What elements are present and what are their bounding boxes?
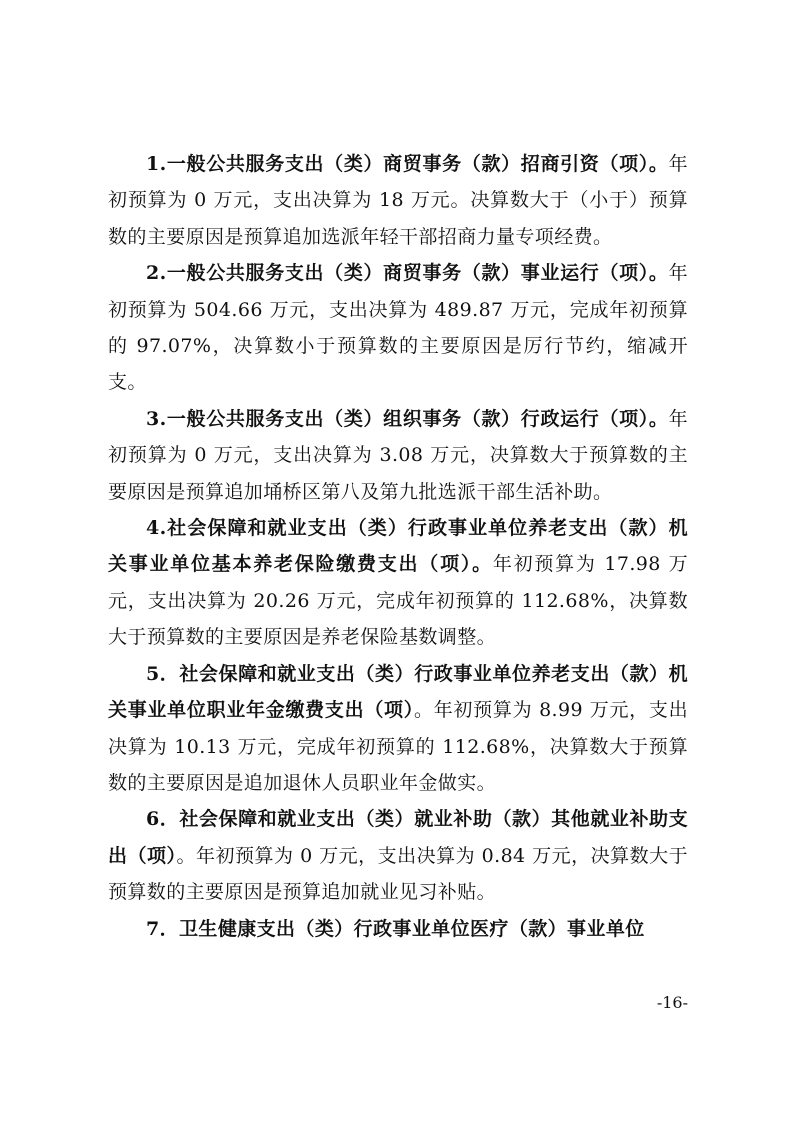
item-body: 。年初预算为 8.99 万元，支出决算为 10.13 万元，完成年初预算的 112.68%，决算数大于预算数的主要原因是追加退休人员职业年金做实。: [108, 699, 689, 794]
paragraph-item-2: [108, 255, 688, 401]
item-body: 年初预算为 17.98 万元，支出决算为 20.26 万元，完成年初预算的 112.68%，决算数大于预算数的主要原因是养老保险基数调整。: [108, 553, 688, 649]
item-body: 年初预算为 504.66 万元，支出决算为 489.87 万元，完成年初预算的 97.07%，决算数小于预算数的主要原因是厉行节约，缩减开支。: [108, 262, 688, 394]
item-heading: 1.一般公共服务支出（类）商贸事务（款）招商引资（项）。: [146, 153, 669, 175]
paragraph-item-7: [108, 911, 688, 947]
item-heading: 7．卫生健康支出（类）行政事业单位医疗（款）事业单位: [146, 917, 645, 940]
item-heading: 3.一般公共服务支出（类）组织事务（款）行政运行（项）。: [146, 407, 669, 430]
paragraph-item-5: [108, 656, 688, 802]
paragraph-item-1: [108, 146, 688, 255]
item-body: 。年初预算为 0 万元，支出决算为 0.84 万元，决算数大于预算数的主要原因是预算追加就业见习补贴。: [108, 844, 689, 904]
item-body: 年初预算为 0 万元，支出决算为 3.08 万元，决算数大于预算数的主要原因是预算追加埇桥区第八及第九批选派干部生活补助。: [108, 407, 688, 503]
page-number: -16-: [656, 993, 688, 1012]
paragraph-item-3: [108, 401, 688, 510]
paragraph-item-6: [108, 801, 688, 910]
page-content: [108, 146, 688, 947]
item-heading: 6．社会保障和就业支出（类）就业补助（款）其他就业补助支出（项）: [108, 808, 688, 867]
paragraph-item-4: [108, 510, 688, 656]
item-heading: 2.一般公共服务支出（类）商贸事务（款）事业运行（项）。: [146, 262, 669, 285]
item-body: 年初预算为 0 万元，支出决算为 18 万元。决算数大于（小于）预算数的主要原因是预算追加选派年轻干部招商力量专项经费。: [108, 153, 688, 248]
item-heading: 5．社会保障和就业支出（类）行政事业单位养老支出（款）机关事业单位职业年金缴费支出（项）: [108, 662, 688, 722]
item-heading: 4.社会保障和就业支出（类）行政事业单位养老支出（款）机关事业单位基本养老保险缴费支出（项）。: [108, 517, 688, 576]
